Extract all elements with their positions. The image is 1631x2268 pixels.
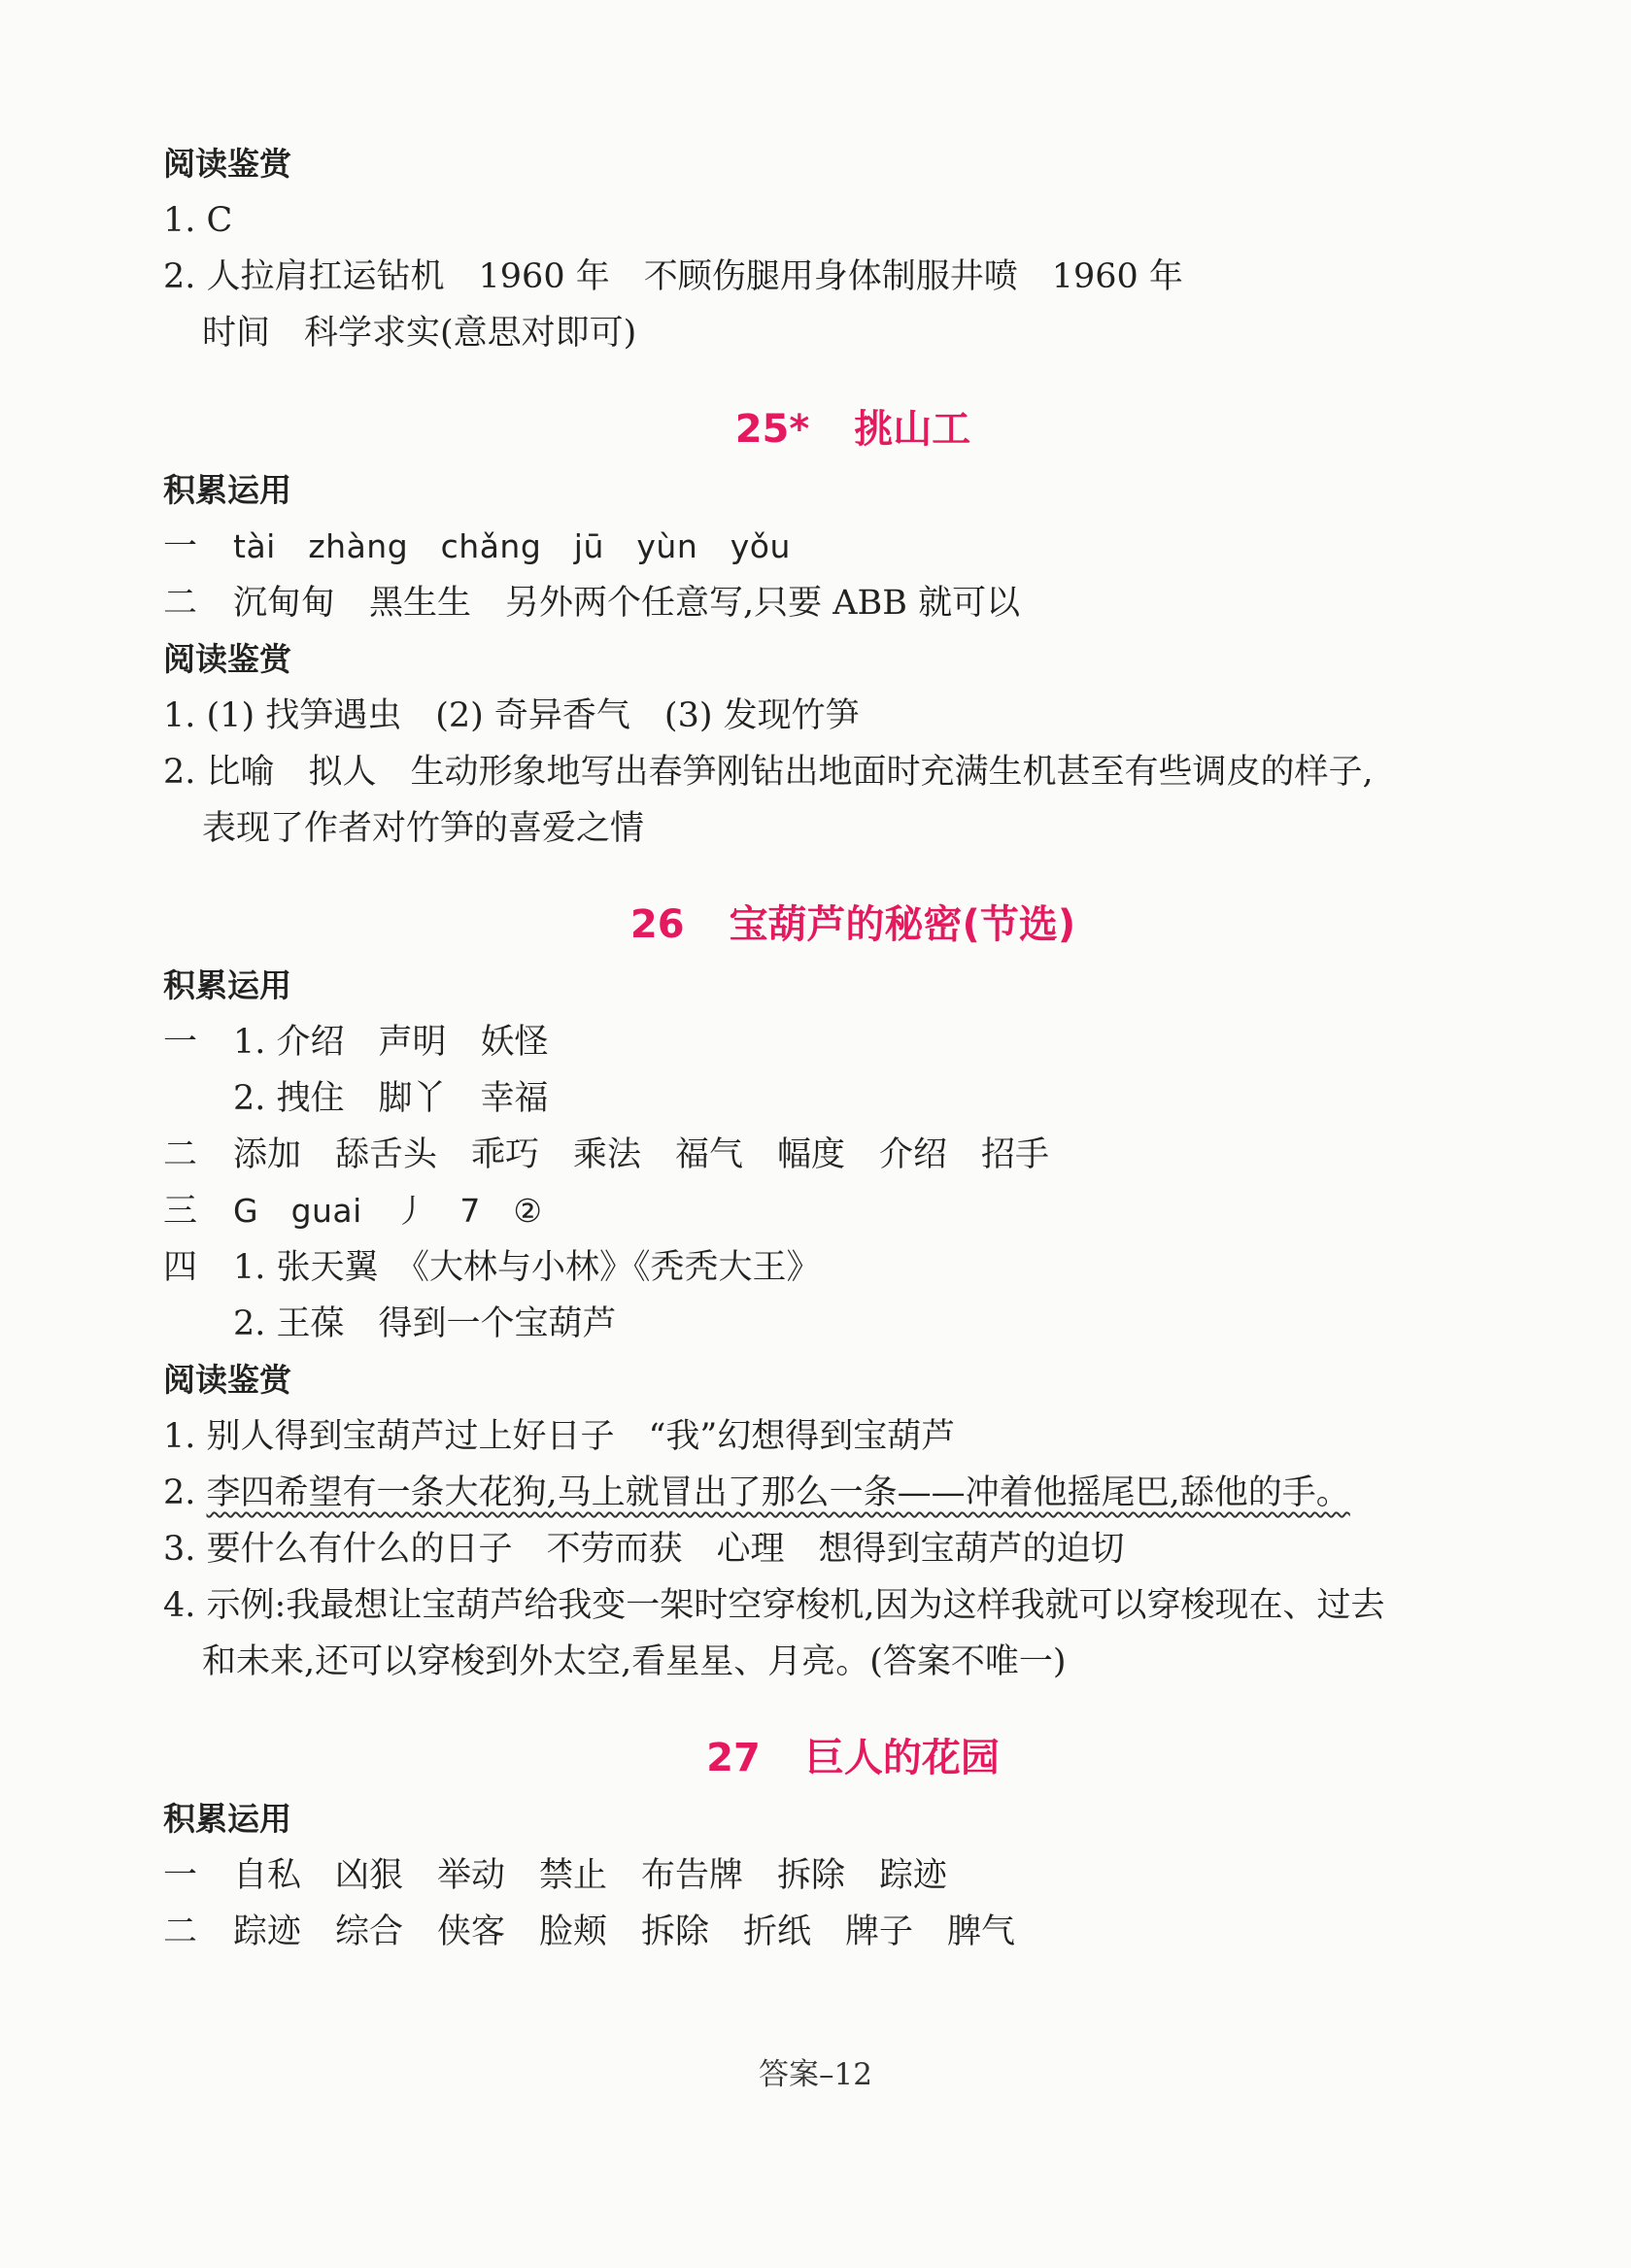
item-text: 添加 舔舌头 乖巧 乘法 福气 幅度 介绍 招手: [233, 1135, 1050, 1174]
answer-subline: 2. 拽住 脚丫 幸福: [233, 1079, 549, 1118]
answer-line-continued: 和未来,还可以穿梭到外太空,看星星、月亮。(答案不唯一): [202, 1642, 1067, 1681]
answer-line: [163, 1904, 1455, 1960]
item-number: 2.: [163, 1473, 207, 1512]
reading-heading: 阅读鉴赏: [163, 1361, 291, 1399]
lesson-number: 26: [629, 902, 685, 947]
answer-line: [163, 575, 1455, 631]
answer-line: 1. (1) 找笋遇虫 (2) 奇异香气 (3) 发现竹笋: [163, 696, 860, 735]
lesson-title-27: [163, 1729, 1455, 1787]
answer-line: [163, 1183, 1455, 1239]
answer-subline: 2. 王葆 得到一个宝葫芦: [233, 1304, 617, 1343]
item-text: 1. 介绍 声明 妖怪: [233, 1023, 549, 1062]
accum-heading: 积累运用: [163, 966, 291, 1004]
lesson-name: 宝葫芦的秘密(节选): [729, 902, 1076, 947]
accum-heading: 积累运用: [163, 471, 291, 509]
item-text: 1. 张天翼 《大林与小林》《秃秃大王》: [233, 1248, 821, 1287]
answer-line: [163, 1239, 1455, 1296]
item-text: 自私 凶狠 举动 禁止 布告牌 拆除 踪迹: [233, 1856, 948, 1895]
answer-line: [163, 1465, 1455, 1521]
item-label: 二: [163, 584, 198, 623]
lesson-name: 挑山工: [854, 407, 971, 452]
answer-line: 4. 示例:我最想让宝葫芦给我变一架时空穿梭机,因为这样我就可以穿梭现在、过去: [163, 1586, 1385, 1625]
answer-line-continued: 表现了作者对竹笋的喜爱之情: [202, 809, 645, 848]
item-label: 二: [163, 1913, 198, 1951]
page-content: [163, 136, 1455, 1960]
answer-line: [163, 1847, 1455, 1904]
lesson-name: 巨人的花园: [804, 1736, 1000, 1780]
wavy-underlined-sentence: 李四希望有一条大花狗,马上就冒出了那么一条——冲着他摇尾巴,舔他的手。: [206, 1473, 1350, 1512]
item-label: 三: [163, 1192, 198, 1231]
item-text: 踪迹 综合 侠客 脸颊 拆除 折纸 牌子 脾气: [233, 1913, 1016, 1951]
lesson-title-26: [163, 896, 1455, 954]
answer-line: 1. C: [163, 201, 233, 240]
answer-line: [163, 519, 1455, 575]
item-text: 沉甸甸 黑生生 另外两个任意写,只要 ABB 就可以: [233, 584, 1021, 623]
item-label: 一: [163, 1023, 198, 1062]
lesson-number: 25*: [734, 407, 810, 452]
page-footer: 答案–12: [759, 2057, 872, 2092]
answer-line: 3. 要什么有什么的日子 不劳而获 心理 想得到宝葫芦的迫切: [163, 1530, 1125, 1569]
item-label: 一: [163, 527, 198, 566]
item-text: G guai 丿 7 ②: [233, 1192, 543, 1230]
item-label: 四: [163, 1248, 198, 1287]
item-label: 二: [163, 1135, 198, 1174]
lesson-number: 27: [706, 1736, 761, 1780]
item-label: 一: [163, 1856, 198, 1895]
answer-line: 2. 人拉肩扛运钻机 1960 年 不顾伤腿用身体制服井喷 1960 年: [163, 257, 1183, 296]
answer-line: 1. 别人得到宝葫芦过上好日子 “我”幻想得到宝葫芦: [163, 1417, 956, 1456]
reading-heading: 阅读鉴赏: [163, 640, 291, 678]
answer-line: [163, 1014, 1455, 1070]
answer-line-continued: 时间 科学求实(意思对即可): [202, 314, 637, 353]
accum-heading: 积累运用: [163, 1800, 291, 1838]
answer-line: [163, 1127, 1455, 1183]
pinyin-answer: tài zhàng chǎng jū yùn yǒu: [233, 527, 791, 565]
reading-heading: 阅读鉴赏: [163, 145, 291, 183]
lesson-title-25: [163, 400, 1455, 458]
answer-line: 2. 比喻 拟人 生动形象地写出春笋刚钻出地面时充满生机甚至有些调皮的样子,: [163, 753, 1374, 792]
